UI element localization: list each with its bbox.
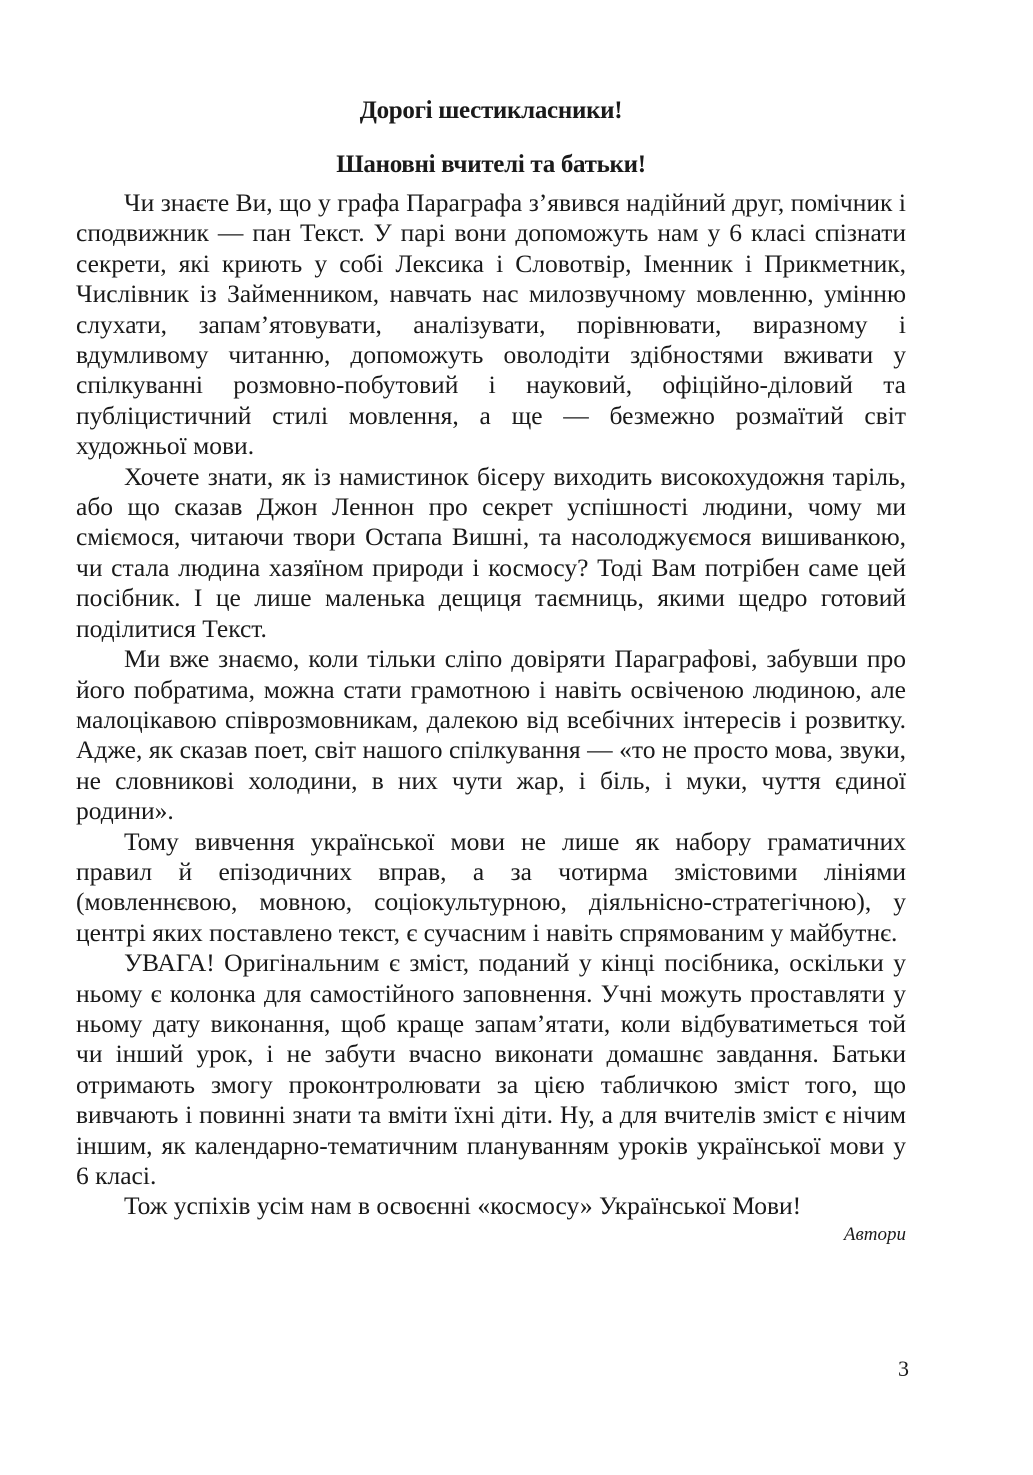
paragraph: Ми вже знаємо, коли тільки сліпо довіряти Параграфові, забувши про його побратима, можна стати грамотною і навіть освіченою людиною, але малоцікавою співрозмовникам, далекою від всебічних інтересів і розвитку. Адже, як сказав поет, світ нашого спілкування — «то не просто мова, звуки, не словникові холодини, в них чути жар, і біль, і муки, чуття єдиної родини».: [76, 644, 906, 826]
paragraph: Чи знаєте Ви, що у графа Параграфа з’явився надійний друг, помічник і сподвижник — пан Текст. У парі вони допоможуть нам у 6 класі спізнати секрети, які криють у собі Лексика і Словотвір, Іменник і Прикметник, Числівник із Займенником, навчать нас милозвучному мовленню, умінню слухати, запам’ятовувати, аналізувати, порівнювати, виразному і вдумливому читанню, допоможуть оволодіти здібностями вживати у спілкуванні розмовно-побутовий і науковий, офіційно-діловий та публіцистичний стилі мовлення, а ще — безмежно розмаїтий світ художньої мови.: [76, 188, 906, 461]
paragraph: Тому вивчення української мови не лише як набору граматичних правил й епізодичних вправ, а за чотирма змістовими лініями (мовленнєвою, мовною, соціокультурною, діяльнісно-стратегічною), у центрі яких поставлено текст, є сучасним і навіть спрямованим у майбутнє.: [76, 826, 906, 947]
body-text: [76, 188, 906, 1222]
paragraph: УВАГА! Оригінальним є зміст, поданий у кінці посібника, оскільки у ньому є колонка для самостійного заповнення. Учні можуть проставляти у ньому дату виконання, щоб краще запам’ятати, коли відбуватиметься той чи інший урок, і не забути вчасно виконати домашнє завдання. Батьки отримають змогу проконтролювати за цією табличкою зміст того, що вивчають і повинні знати та вміти їхні діти. Ну, а для вчителів зміст є нічим іншим, як календарно-тематичним плануванням уроків української мови у 6 класі.: [76, 948, 906, 1190]
greeting-students-heading: Дорогі шестикласники!: [359, 97, 623, 124]
page-number: 3: [898, 1356, 909, 1381]
document-page: [76, 96, 906, 1248]
authors-signature: Автори: [843, 1223, 906, 1245]
greeting-adults-heading: Шановні вчителі та батьки!: [336, 151, 646, 178]
paragraph: Хочете знати, як із намистинок бісеру виходить високохудожня таріль, або що сказав Джон Леннон про секрет успішності людини, чому ми сміємося, читаючи твори Остапа Вишні, та насолоджуємося вишиванкою, чи стала людина хазяїном природи і космосу? Тоді Вам потрібен саме цей посібник. І це лише маленька дещиця таємниць, якими щедро готовий поділитися Текст.: [76, 461, 906, 643]
paragraph: Тож успіхів усім нам в освоєнні «космосу» Української Мови!: [124, 1191, 802, 1221]
